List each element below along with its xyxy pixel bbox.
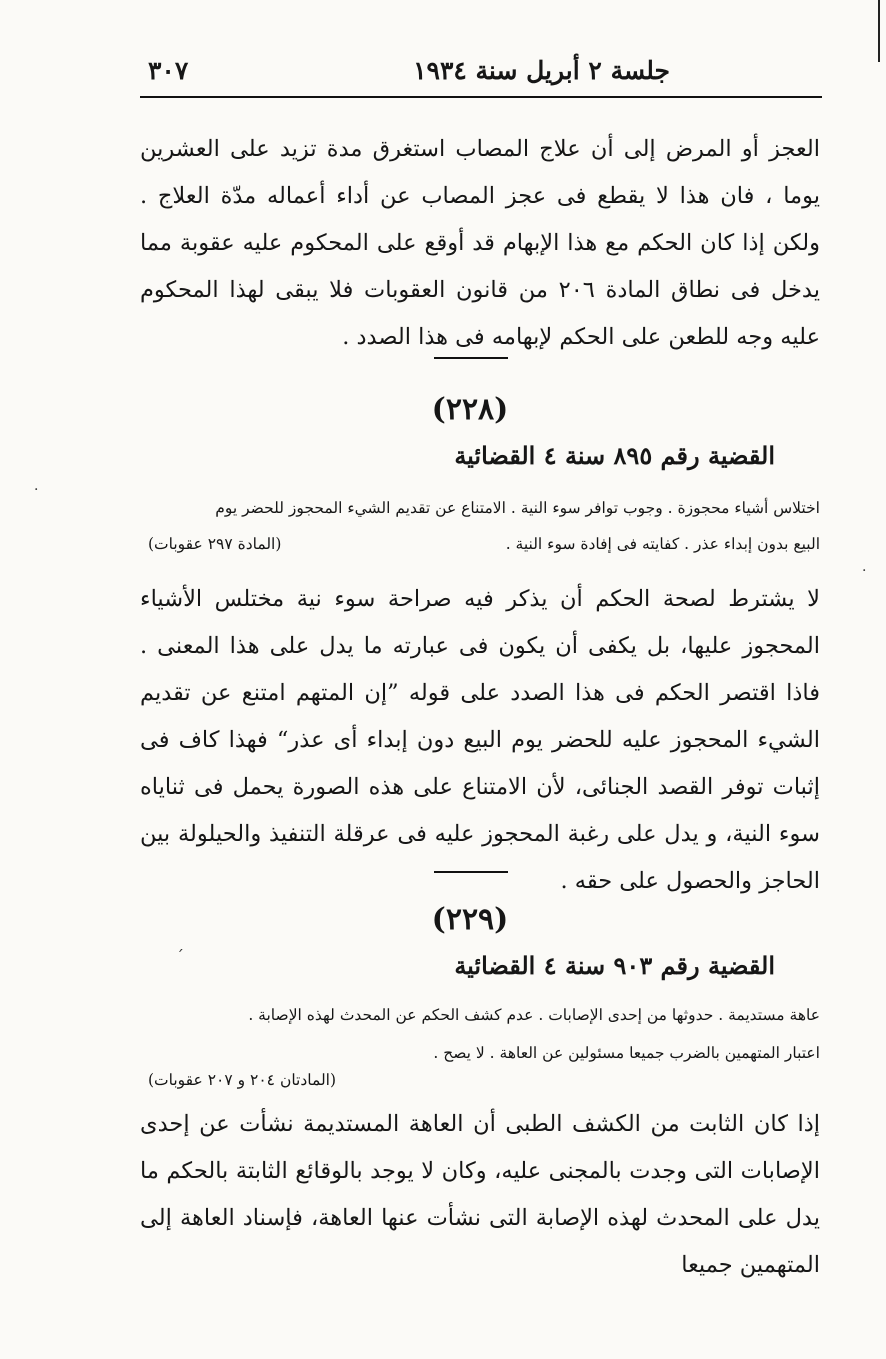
case-body-229: إذا كان الثابت من الكشف الطبى أن العاهة المستديمة نشأت عن إحدى الإصابات التى وجدت بالمجنى عليه، وكان لا يوجد بالوقائع الثابتة بالحكم ما يدل على المحدث لهذه الإصابة التى نشأت عنها العاهة، فإسناد العاهة إلى المتهمين جميعا: [140, 1111, 820, 1278]
header-title: جلسة ٢ أبريل سنة ١٩٣٤: [413, 56, 670, 85]
scan-speck: ·: [34, 482, 39, 498]
article-reference-229: (المادتان ٢٠٤ و ٢٠٧ عقوبات): [148, 1071, 337, 1089]
case-body-228: لا يشترط لصحة الحكم أن يذكر فيه صراحة سوء نية مختلس الأشياء المحجوز عليها، بل يكفى أن يكون فى عبارته ما يدل على هذا المعنى . فاذا اقتصر الحكم فى هذا الصدد على قوله ”إن المتهم امتنع عن تقديم الشيء المحجوز عليه للحضر يوم البيع دون إبداء أى عذر“ فهذا كاف فى إثبات توفر القصد الجنائى، لأن الامتناع على هذه الصورة يحمل فى ثناياه سوء النية، و يدل على رغبة المحجوز عليه فى عرقلة التنفيذ والحيلولة بين الحاجز والحصول على حقه .: [140, 586, 820, 894]
article-reference-228: (المادة ٢٩٧ عقوبات): [148, 535, 282, 553]
running-header: [140, 52, 820, 94]
header-rule: [140, 96, 822, 98]
case-summary-229-line1: عاهة مستديمة . حدوثها من إحدى الإصابات . عدم كشف الحكم عن المحدث لهذه الإصابة .: [248, 1006, 820, 1024]
case-number-229: (٢٢٩): [431, 902, 509, 937]
section-separator: [434, 871, 508, 873]
page-edge-mark: [878, 0, 880, 62]
case-reference-229: القضية رقم ٩٠٣ سنة ٤ القضائية: [454, 951, 775, 980]
intro-paragraph: العجز أو المرض إلى أن علاج المصاب استغرق مدة تزيد على العشرين يوما ، فان هذا لا يقطع فى عجز المصاب عن أداء أعماله مدّة العلاج . ولكن إذا كان الحكم مع هذا الإبهام قد أوقع على المحكوم عليه عقوبة مما يدخل فى نطاق المادة ٢٠٦ من قانون العقوبات فلا يبقى لهذا المحكوم عليه وجه للطعن على الحكم لإبهامه فى هذا الصدد .: [140, 136, 820, 350]
section-separator: [434, 357, 508, 359]
case-reference-228: القضية رقم ٨٩٥ سنة ٤ القضائية: [454, 441, 775, 470]
scan-speck: ´: [176, 947, 184, 966]
case-summary-228-line1: اختلاس أشياء محجوزة . وجوب توافر سوء النية . الامتناع عن تقديم الشيء المحجوز للحضر يوم: [215, 499, 820, 517]
case-number-228: (٢٢٨): [431, 392, 509, 427]
case-summary-228-line2: البيع بدون إبداء عذر . كفايته فى إفادة سوء النية .: [505, 535, 820, 553]
case-summary-229-line2: اعتبار المتهمين بالضرب جميعا مسئولين عن العاهة . لا يصح .: [433, 1044, 820, 1062]
scan-speck: ·: [862, 563, 867, 579]
page-number: ٣٠٧: [148, 56, 189, 85]
